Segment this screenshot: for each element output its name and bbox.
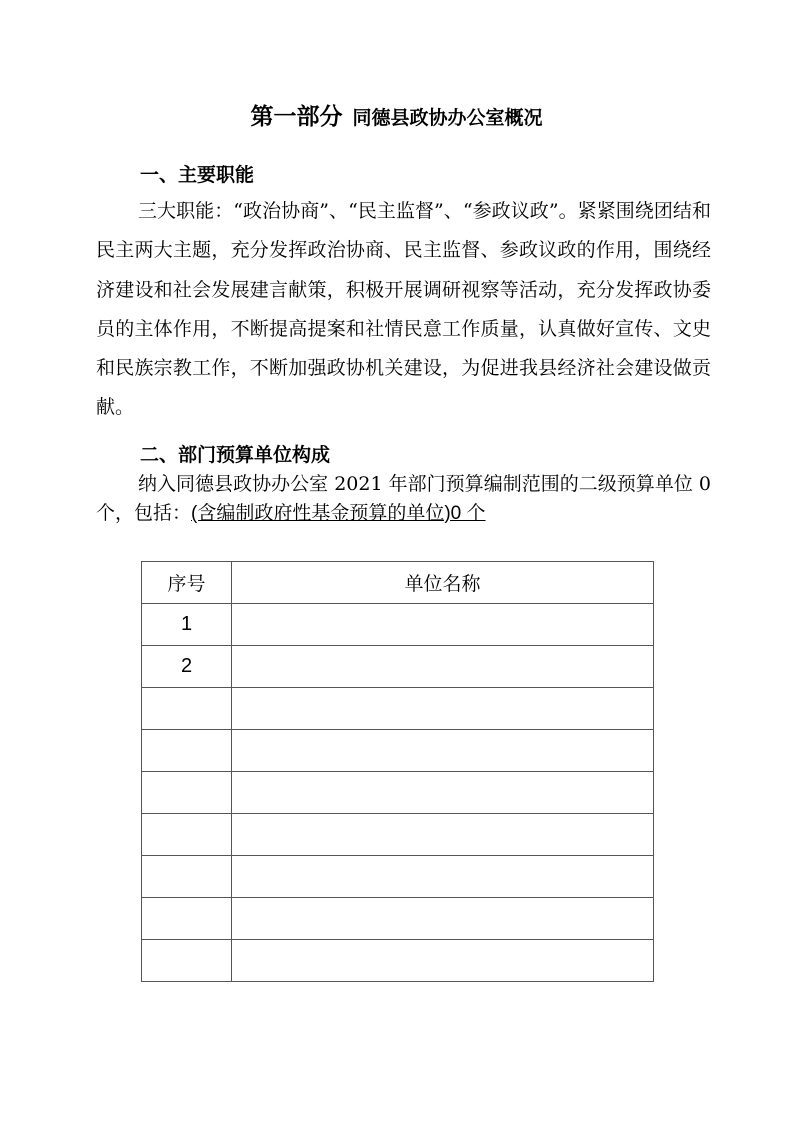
row-serial-no: [142, 940, 232, 982]
row-serial-no: [142, 814, 232, 856]
table-row: [142, 856, 654, 898]
section-body-units: [96, 470, 711, 528]
row-unit-name: [232, 604, 654, 646]
section-body-functions: 三大职能：“政治协商”、“民主监督”、“参政议政”。紧紧围绕团结和民主两大主题，充分发挥政治协商、民主监督、参政议政的作用，围绕经济建设和社会发展建言献策，积极开展调研视察等活动，充分发挥政协委员的主体作用，不断提高提案和社情民意工作质量，认真做好宣传、文史和民族宗教工作，不断加强政协机关建设，为促进我县经济社会建设做贡献。: [96, 200, 711, 419]
table-row: [142, 940, 654, 982]
table-row: [142, 604, 654, 646]
header-serial-no: 序号: [142, 562, 232, 604]
page-title: [0, 98, 793, 131]
row-serial-no: [142, 730, 232, 772]
row-unit-name: [232, 856, 654, 898]
row-serial-no: [142, 688, 232, 730]
row-unit-name: [232, 730, 654, 772]
units-text: 纳入同德县政协办公室 2021 年部门预算编制范围的二级预算单位 0 个，包括：: [96, 473, 711, 524]
units-table: [141, 561, 654, 982]
table-row: [142, 772, 654, 814]
row-unit-name: [232, 814, 654, 856]
units-underlined-text: (含编制政府性基金预算的单位)0 个: [191, 503, 486, 524]
title-part: 第一部分: [250, 104, 343, 130]
title-name: 同德县政协办公室概况: [352, 107, 543, 129]
row-serial-no: [142, 856, 232, 898]
row-serial-no: [142, 772, 232, 814]
table-row: [142, 646, 654, 688]
table-row: [142, 688, 654, 730]
row-serial-no: [142, 898, 232, 940]
table-row: [142, 730, 654, 772]
row-unit-name: [232, 688, 654, 730]
table-row: [142, 814, 654, 856]
row-unit-name: [232, 772, 654, 814]
row-serial-no: 2: [142, 646, 232, 688]
row-unit-name: [232, 898, 654, 940]
row-unit-name: [232, 940, 654, 982]
header-unit-name: 单位名称: [232, 562, 654, 604]
table-header-row: [142, 562, 654, 604]
row-unit-name: [232, 646, 654, 688]
section-heading-functions: 一、主要职能: [140, 164, 255, 186]
table-row: [142, 898, 654, 940]
section-heading-units: 二、部门预算单位构成: [140, 444, 331, 466]
row-serial-no: 1: [142, 604, 232, 646]
